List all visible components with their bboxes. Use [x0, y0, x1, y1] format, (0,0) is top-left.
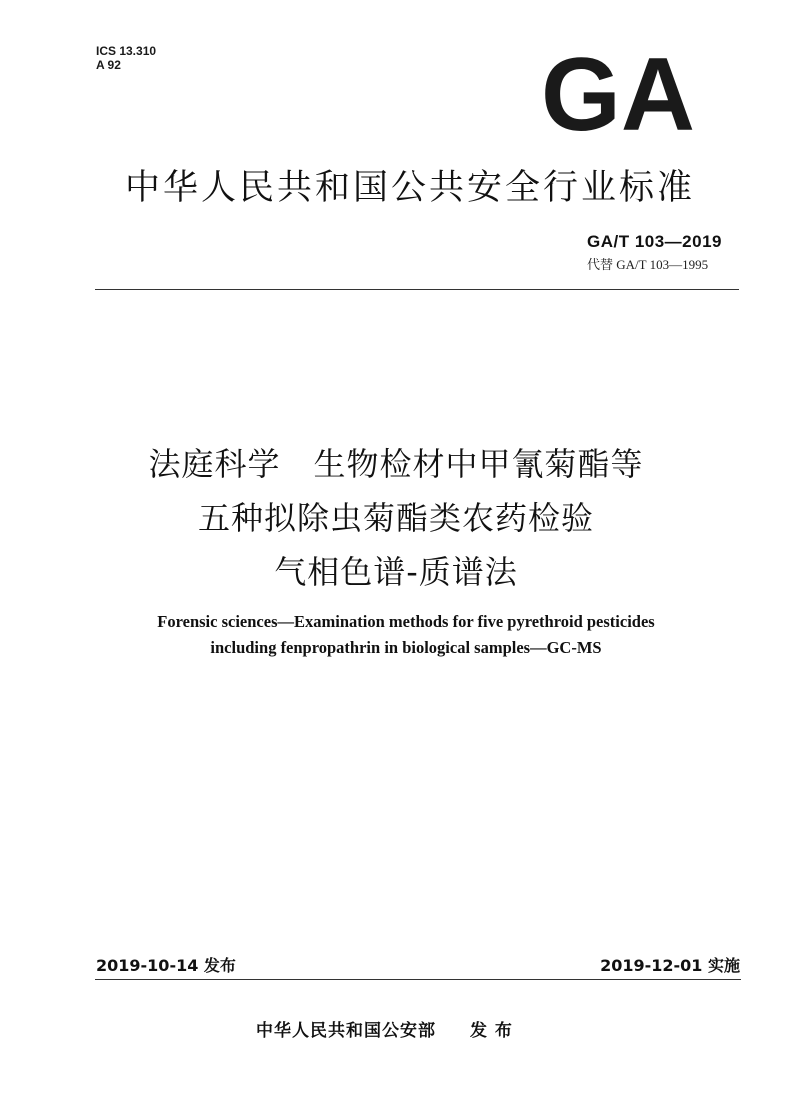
- header-divider: [95, 289, 739, 290]
- footer-divider: [95, 979, 741, 980]
- publisher-line: [256, 1016, 513, 1041]
- chinese-title-line-3: 气相色谱-质谱法: [274, 553, 518, 591]
- implementation-date: 2019-12-01 实施: [600, 956, 740, 975]
- ga-logo: [538, 50, 698, 134]
- ccs-code: A 92: [96, 58, 121, 72]
- standard-code-block: [587, 232, 722, 273]
- ics-code: ICS 13.310: [96, 44, 157, 58]
- standard-category-title: 中华人民共和国公共安全行业标准: [124, 168, 695, 208]
- issue-date: 2019-10-14 发布: [96, 956, 236, 975]
- ga-logo-text: GA: [541, 50, 695, 134]
- publish-action: 发 布: [470, 1021, 513, 1041]
- english-title-line-1: Forensic sciences—Examination methods for five pyrethroid pesticides: [157, 612, 655, 631]
- standard-number: GA/T 103—2019: [586, 232, 722, 251]
- classification-codes: [96, 44, 156, 72]
- english-title: [60, 609, 752, 661]
- replaces-standard: 代替 GA/T 103—1995: [586, 257, 709, 272]
- publisher-name: 中华人民共和国公安部: [256, 1021, 436, 1041]
- chinese-title: [60, 437, 732, 599]
- english-title-line-2: including fenpropathrin in biological samples—GC-MS: [210, 638, 602, 657]
- chinese-title-line-1: 法庭科学 生物检材中甲氰菊酯等: [148, 445, 644, 483]
- chinese-title-line-2: 五种拟除虫菊酯类农药检验: [197, 499, 594, 537]
